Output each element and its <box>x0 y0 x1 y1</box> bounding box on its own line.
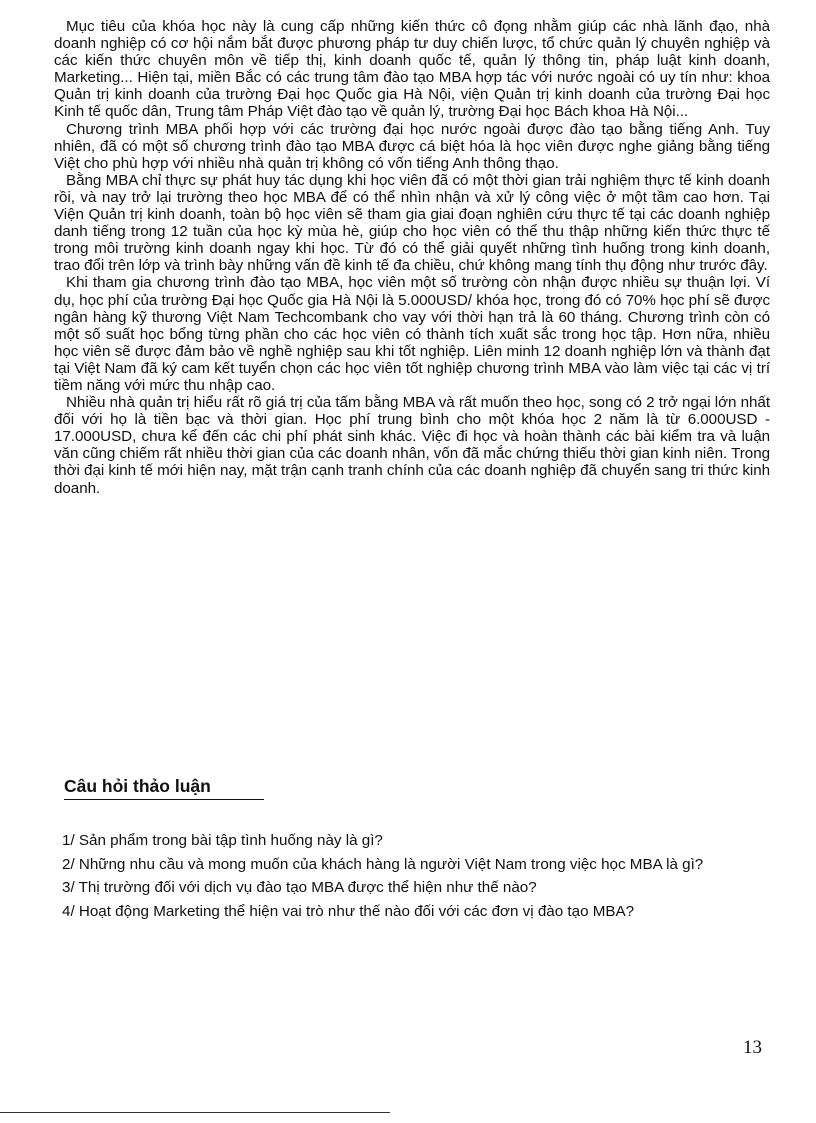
page-number: 13 <box>743 1037 762 1058</box>
paragraph: Nhiều nhà quản trị hiểu rất rõ giá trị của tấm bằng MBA và rất muốn theo học, song có 2 trở ngại lớn nhất đối với họ là tiền bạc và thời gian. Học phí trung bình cho một khóa học 2 năm là từ 6.000USD - 17.000USD, chưa kể đến các chi phí phát sinh khác. Việc đi học và hoàn thành các bài kiểm tra và luận văn cũng chiếm rất nhiều thời gian của các doanh nhân, vốn đã mắc chứng thiếu thời gian kinh niên. Trong thời đại kinh tế mới hiện nay, mặt trận cạnh tranh chính của các doanh nghiệp đã chuyển sang tri thức kinh doanh. <box>54 394 770 497</box>
footer-divider <box>0 1112 390 1113</box>
body-text <box>54 18 770 497</box>
question-item: 2/ Những nhu cầu và mong muốn của khách hàng là người Việt Nam trong việc học MBA là gì? <box>62 855 704 873</box>
paragraph: Khi tham gia chương trình đào tạo MBA, học viên một số trường còn nhận được nhiều sự thuận lợi. Ví dụ, học phí của trường Đại học Quốc gia Hà Nội là 5.000USD/ khóa học, trong đó có 70% học phí sẽ được ngân hàng kỹ thương Việt Nam Techcombank cho vay với thời hạn trả là 60 tháng. Chương trình còn có một số suất học bổng từng phần cho các học viên có thành tích xuất sắc trong học tập. Hơn nữa, nhiều học viên sẽ được đảm bảo về nghề nghiệp sau khi tốt nghiệp. Liên minh 12 doanh nghiệp lớn và thành đạt tại Việt Nam đã ký cam kết tuyển chọn các học viên tốt nghiệp chương trình MBA vào làm việc tại các vị trí tiềm năng với mức thu nhập cao. <box>54 274 770 394</box>
question-item: 4/ Hoạt động Marketing thể hiện vai trò như thế nào đối với các đơn vị đào tạo MBA? <box>62 902 635 920</box>
paragraph: Chương trình MBA phối hợp với các trường đại học nước ngoài được đào tạo bằng tiếng Anh. Tuy nhiên, đã có một số chương trình đào tạo MBA được cá biệt hóa là học viên được nghe giảng bằng tiếng Việt cho phù hợp với nhiều nhà quản trị không có vốn tiếng Anh thông thạo. <box>54 120 770 172</box>
question-item: 1/ Sản phẩm trong bài tập tình huống này là gì? <box>62 832 383 849</box>
question-item: 3/ Thị trường đối với dịch vụ đào tạo MBA được thể hiện như thế nào? <box>62 879 537 896</box>
paragraph: Bằng MBA chỉ thực sự phát huy tác dụng khi học viên đã có một thời gian trải nghiệm thực tế kinh doanh rồi, và nay trở lại trường theo học MBA để có thể nhìn nhận và xử lý công việc ở một tầm cao hơn. Tại Viện Quản trị kinh doanh, toàn bộ học viên sẽ tham gia giai đoạn nghiên cứu thực tế tại các doanh nghiệp danh tiếng trong 12 tuần của học kỳ mùa hè, giúp cho học viên có thể thu thập những kiến thức thực tế trong môi trường kinh doanh ngay khi học. Từ đó có thể giải quyết những tình huống trong kinh doanh, trao đổi trên lớp và trình bày những vấn đề kinh tế đa chiều, chứ không mang tính thụ động như trước đây. <box>54 171 770 275</box>
paragraph: Mục tiêu của khóa học này là cung cấp những kiến thức cô đọng nhằm giúp các nhà lãnh đạo, nhà doanh nghiệp có cơ hội nắm bắt được phương pháp tư duy chiến lược, tổ chức quản lý chuyên nghiệp và các kiến thức chuyên môn về tiếp thị, kinh doanh quốc tế, quản lý thông tin, pháp luật kinh doanh, Marketing... Hiện tại, miền Bắc có các trung tâm đào tạo MBA hợp tác với nước ngoài có uy tín như: khoa Quản trị kinh doanh của trường Đại học Quốc gia Hà Nội, viện Quản trị kinh doanh của trường Đại học Kinh tế quốc dân, Trung tâm Pháp Việt đào tạo về quản lý, trường Đại học Bách khoa Hà Nội... <box>54 18 770 121</box>
question-list <box>62 832 774 926</box>
section-heading: Câu hỏi thảo luận <box>64 776 264 800</box>
